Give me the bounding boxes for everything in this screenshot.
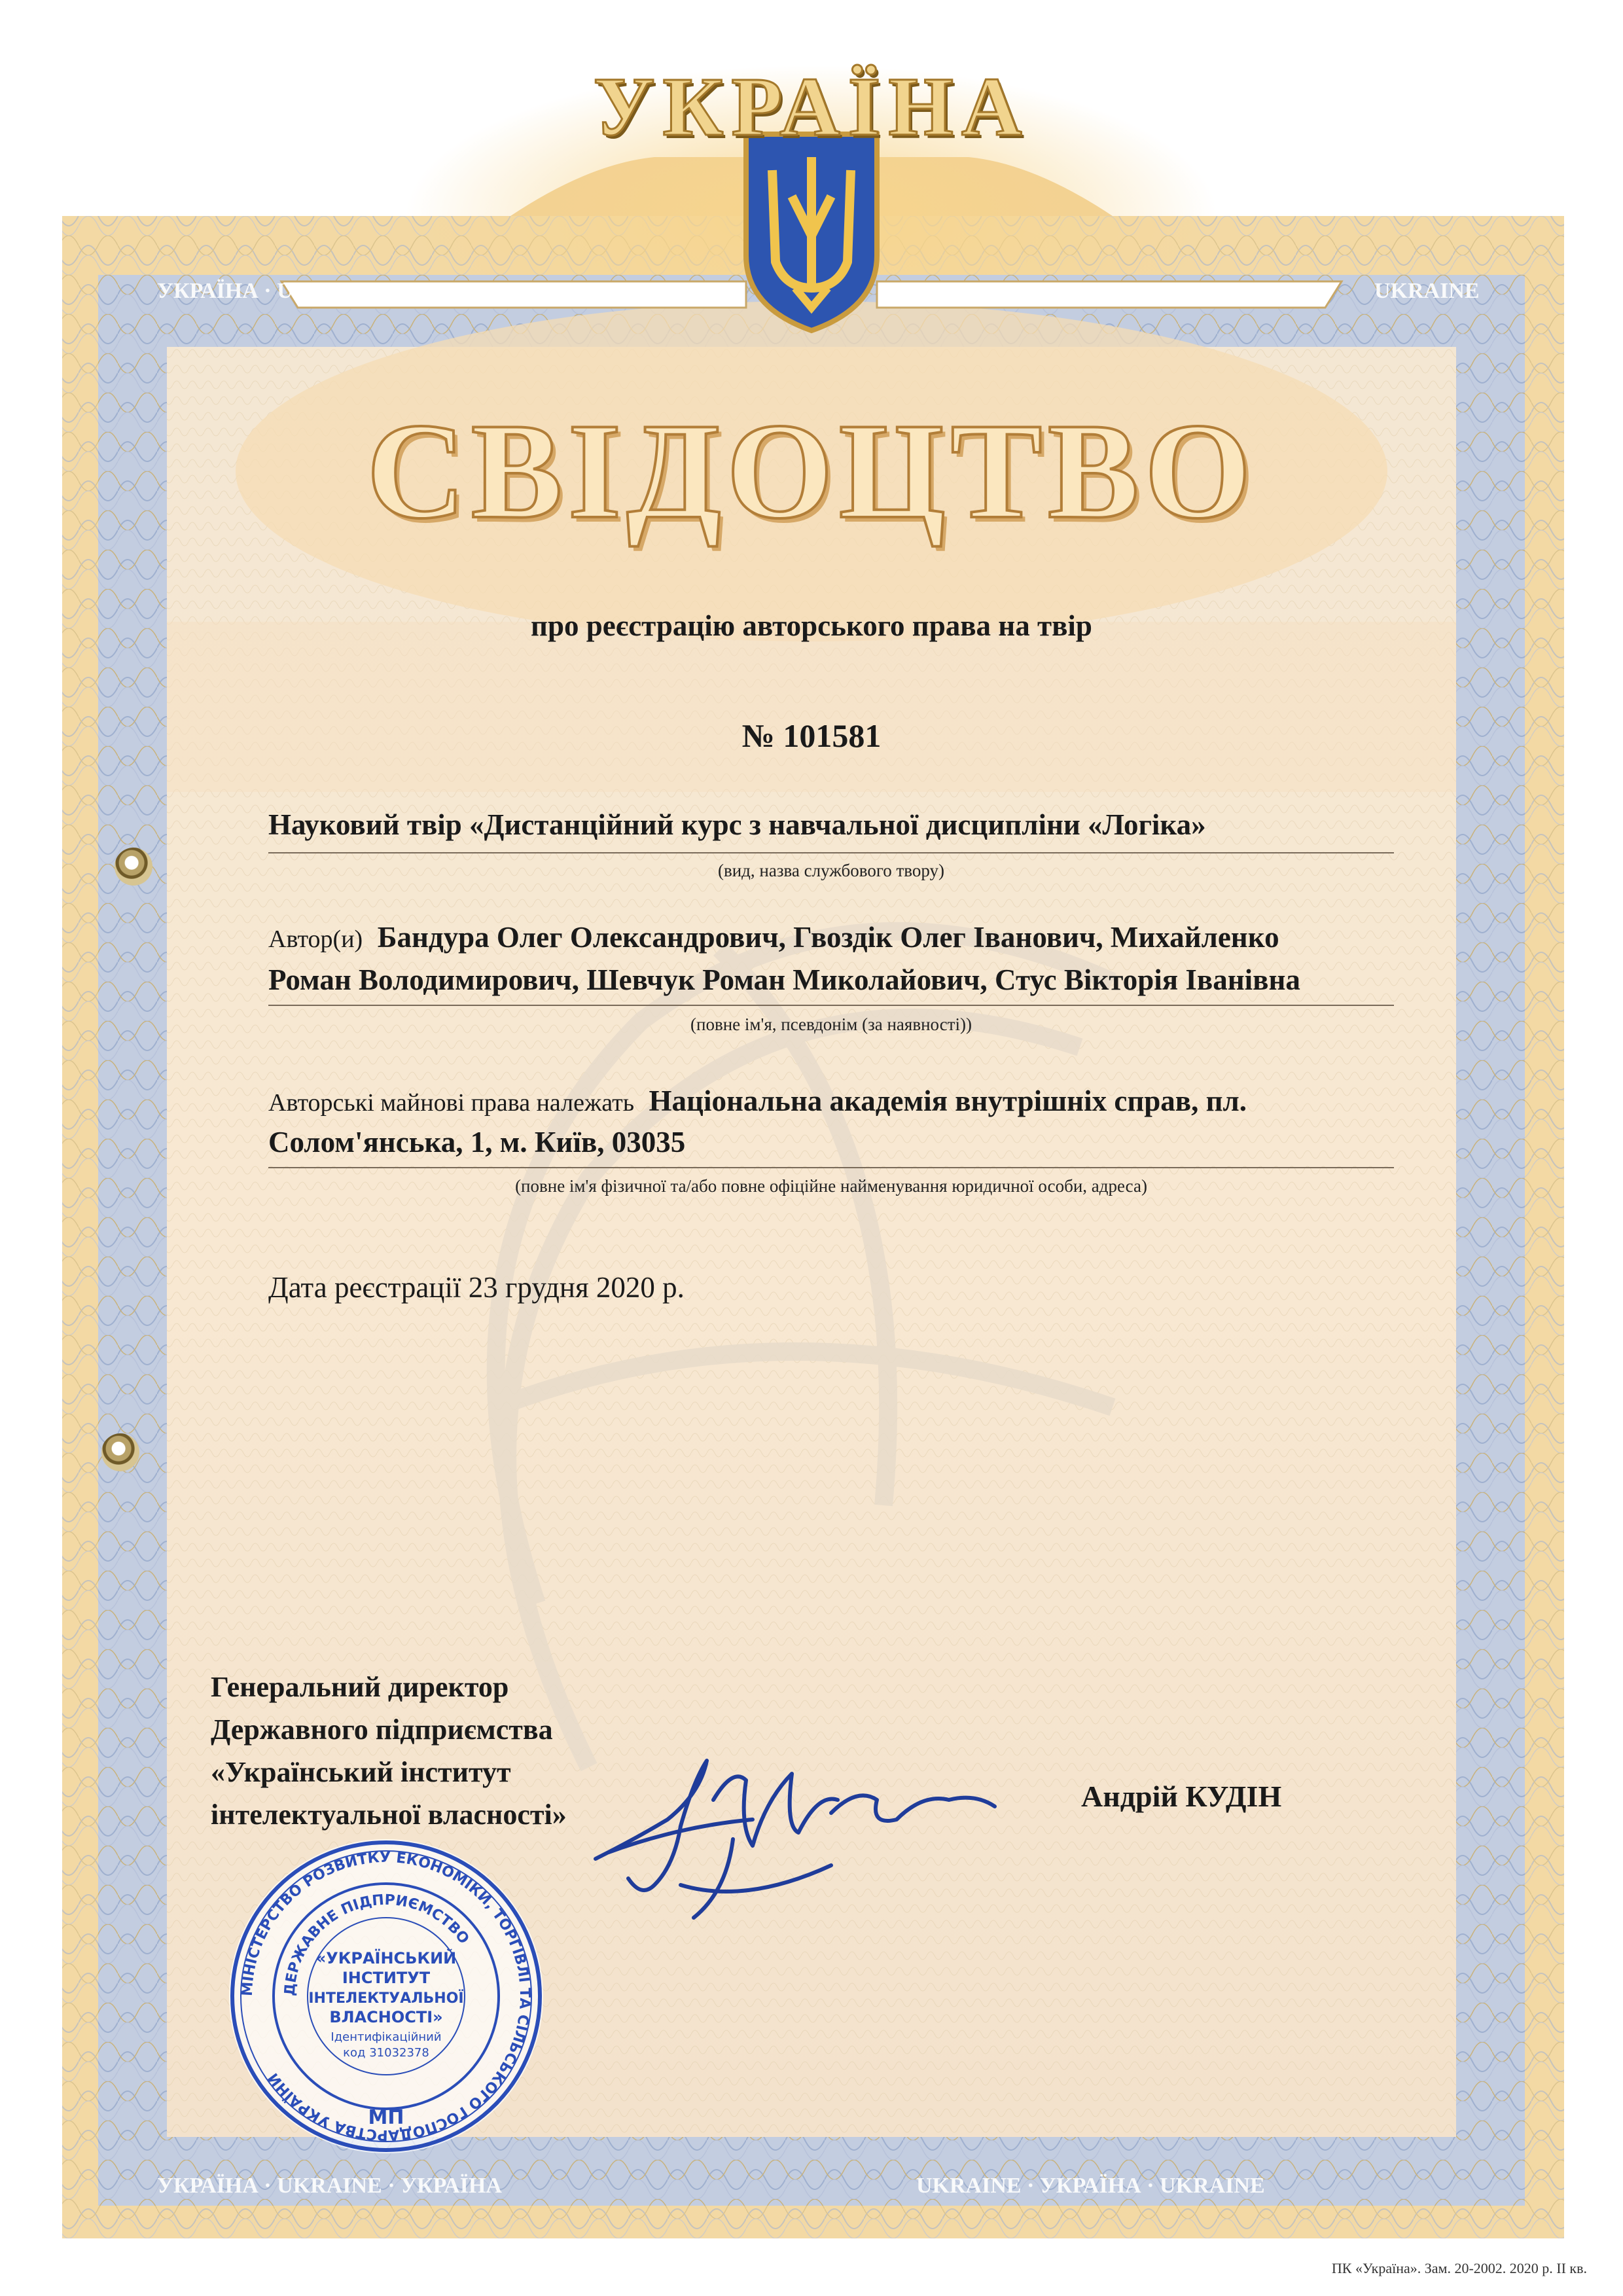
seal-center-line: «УКРАЇНСЬКИЙ [315, 1949, 457, 1967]
authors-label: Автор(и) [268, 925, 363, 953]
divider [268, 852, 1394, 853]
country-title: УКРАЇНА [593, 60, 1030, 153]
eyelet-icon [101, 1433, 139, 1471]
svg-text:UKRAINE · УКРАЇНА · UKRAINE: UKRAINE · УКРАЇНА · UKRAINE [916, 2174, 1265, 2198]
seal-ring-text: МІНІСТЕРСТВО РОЗВИТКУ ЕКОНОМІКИ, ТОРГІВЛІ ТА СІЛЬСЬКОГО ГОСПОДАРСТВА УКРАЇНИ [239, 1849, 533, 2144]
seal-center-line: ІНТЕЛЕКТУАЛЬНОЇ [308, 1990, 464, 2007]
authors-line-1 [268, 916, 1394, 960]
svg-text:УКРАЇНА · UKRAINE: УКРАЇНА · UKRAINE [157, 279, 382, 303]
svg-text:УКРАЇНА · UKRAINE · УКРАЇНА: УКРАЇНА · UKRAINE · УКРАЇНА [157, 2174, 502, 2198]
registration-date: Дата реєстрації 23 грудня 2020 р. [268, 1271, 685, 1304]
eyelet-icon [115, 848, 152, 886]
rights-caption: (повне ім'я фізичної та/або повне офіційне найменування юридичної особи, адреса) [515, 1176, 1147, 1196]
handwritten-signature [582, 1721, 1014, 1937]
svg-text:UKRAINE: UKRAINE [1374, 279, 1480, 303]
rights-label: Авторські майнові права належать [268, 1089, 635, 1117]
certificate-title: СВІДОЦТВО [366, 395, 1257, 547]
divider [268, 1005, 1394, 1006]
authors-names-1: Бандура Олег Олександрович, Гвоздік Олег Іванович, Михайленко [377, 921, 1279, 954]
signatory-position-line: інтелектуальної власності» [211, 1799, 567, 1831]
seal-center-line: код 31032378 [343, 2046, 429, 2060]
authors-caption: (повне ім'я, псевдонім (за наявності)) [690, 1014, 972, 1034]
seal-center-line: Ідентифікаційний [330, 2030, 442, 2044]
print-note: ПК «Україна». Зам. 20-2002. 2020 р. ІІ кв. [1331, 2260, 1587, 2276]
authors-line-2: Роман Володимирович, Шевчук Роман Миколайович, Стус Вікторія Іванівна [268, 963, 1300, 996]
seal-center-line: ІНСТИТУТ [342, 1969, 431, 1987]
seal-bottom-text: МП [368, 2106, 404, 2129]
coat-of-arms-icon [746, 134, 877, 331]
signatory-position-line: Генеральний директор [211, 1671, 509, 1703]
signatory-position-line: Державного підприємства [211, 1713, 553, 1746]
seal-top-text: ДЕРЖАВНЕ ПІДПРИЄМСТВО [281, 1892, 473, 1997]
signatory-name: Андрій КУДІН [1081, 1780, 1282, 1813]
rights-line-1 [268, 1080, 1394, 1124]
rights-holder-1: Національна академія внутрішніх справ, пл. [649, 1085, 1247, 1117]
work-title: Науковий твір «Дистанційний курс з навчальної дисципліни «Логіка» [268, 808, 1206, 841]
official-seal [223, 1833, 550, 2160]
work-caption: (вид, назва службового твору) [717, 861, 944, 880]
certificate-subtitle: про реєстрацію авторського права на твір [531, 609, 1092, 642]
signatory-position-line: «Український інститут [211, 1756, 511, 1788]
seal-center-line: ВЛАСНОСТІ» [329, 2008, 443, 2026]
certificate-number: № 101581 [741, 717, 882, 754]
divider [268, 1167, 1394, 1168]
rights-line-2: Солом'янська, 1, м. Київ, 03035 [268, 1126, 686, 1158]
